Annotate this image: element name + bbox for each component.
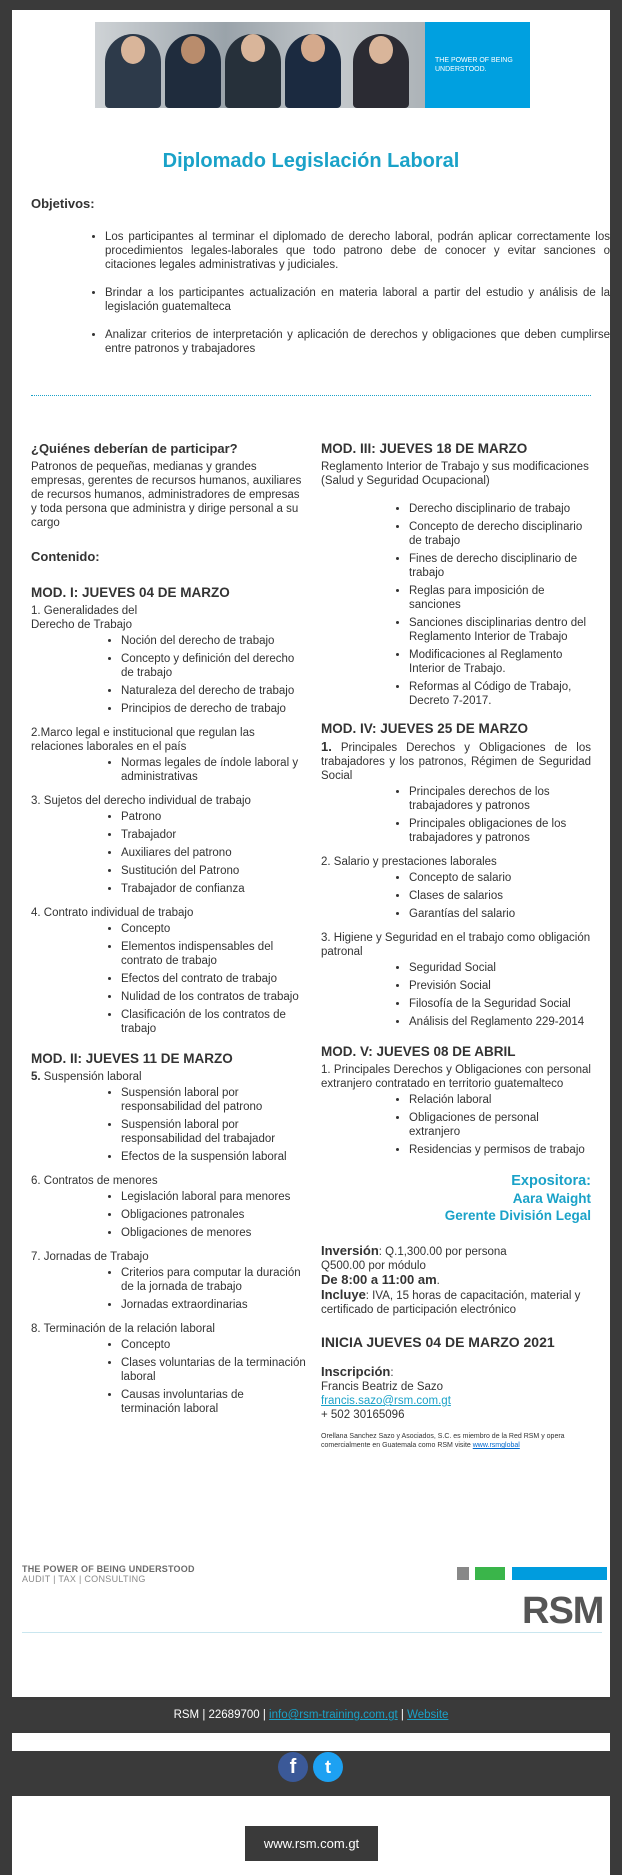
header-banner: [95, 22, 530, 108]
email-body: [12, 10, 610, 1697]
registration-colon: :: [390, 1367, 394, 1379]
registration-label: Inscripción: [321, 1364, 391, 1379]
list-item: • Noción del derecho de trabajo: [121, 634, 306, 648]
footer-email-link[interactable]: info@rsm-training.com.gt: [269, 1709, 398, 1721]
rsm-logo: RSM: [522, 1590, 604, 1632]
topic-5-list: [31, 1086, 306, 1164]
schedule-time: De 8:00 a 11:00 am: [321, 1272, 437, 1287]
topic-3-list: [31, 810, 306, 896]
list-item: • Suspensión laboral por responsabilidad del trabajador: [121, 1118, 306, 1146]
list-item: • Garantías del salario: [409, 907, 591, 921]
list-item: • Previsión Social: [409, 979, 591, 993]
module-4-topic-2-list: [321, 871, 591, 921]
topic-6: 6. Contratos de menores: [31, 1175, 158, 1187]
list-item: • Normas legales de índole laboral y administrativas: [121, 756, 306, 784]
registration-contact: Francis Beatriz de Sazo: [321, 1381, 444, 1393]
registration-heading: [321, 1365, 591, 1380]
speaker-block: [321, 1173, 591, 1224]
list-item: • Obligaciones de personal extranjero: [409, 1111, 591, 1139]
objective-item: • Los participantes al terminar el diplomado de derecho laboral, podrán aplicar correctamente los procedimientos legales-laborales que todo patrono debe de conocer y evitar sanciones o citaciones legales administrativas y judiciales.: [105, 230, 610, 272]
objective-item: • Brindar a los participantes actualización en materia laboral a partir del estudio y análisis de la legislación guatemalteca: [105, 286, 610, 314]
module-4-topic-1: [321, 740, 591, 783]
speaker-name: Aara Waight: [512, 1191, 591, 1206]
list-item: • Concepto: [121, 922, 306, 936]
list-item: • Concepto de salario: [409, 871, 591, 885]
footer-website-link[interactable]: Website: [407, 1709, 449, 1721]
list-item: • Concepto y definición del derecho de trabajo: [121, 652, 306, 680]
list-item: • Residencias y permisos de trabajo: [409, 1143, 591, 1157]
topic-2: 2.Marco legal e institucional que regulan las relaciones laborales en el país: [31, 727, 255, 753]
list-item: • Clasificación de los contratos de trabajo: [121, 1008, 306, 1036]
includes-text: : IVA, 15 horas de capacitación, material y certificado de participación electrónico: [321, 1290, 581, 1316]
list-item: • Obligaciones de menores: [121, 1226, 306, 1240]
footer-white-strip: [12, 1733, 610, 1751]
module-2-title: MOD. II: JUEVES 11 DE MARZO: [31, 1051, 233, 1066]
disclaimer-text: Orellana Sanchez Sazo y Asociados, S.C. es miembro de la Red RSM y opera comercialmente en Guatemala como RSM visite: [321, 1433, 565, 1449]
investment-line: [321, 1244, 591, 1259]
module-4-topic-2: 2. Salario y prestaciones laborales: [321, 856, 497, 868]
topic-5-number: 5.: [31, 1071, 41, 1083]
footer-divider: [22, 1632, 602, 1633]
banner-face: [121, 36, 145, 64]
objectives-heading: Objetivos:: [31, 196, 95, 211]
list-item: • Filosofía de la Seguridad Social: [409, 997, 591, 1011]
investment-label: Inversión: [321, 1243, 379, 1258]
list-item: • Principales obligaciones de los trabajadores y patronos: [409, 817, 591, 845]
module-5-topic-1: 1. Principales Derechos y Obligaciones con personal extranjero contratado en territorio guatemalteco: [321, 1064, 591, 1090]
brand-tagline: THE POWER OF BEING UNDERSTOOD: [22, 1564, 195, 1574]
audience-heading: ¿Quiénes deberían de participar?: [31, 441, 238, 456]
audience-text: Patronos de pequeñas, medianas y grandes empresas, gerentes de recursos humanos, auxiliares de recursos humanos, administradores de empresas y toda persona que administra y dirige personal a su cargo: [31, 461, 302, 529]
list-item: • Clases de salarios: [409, 889, 591, 903]
list-item: • Sanciones disciplinarias dentro del Reglamento Interior de Trabajo: [409, 616, 591, 644]
banner-face: [181, 36, 205, 64]
topic-1: 1. Generalidades del Derecho de Trabajo: [31, 605, 138, 631]
module-4-topic-3: 3. Higiene y Seguridad en el trabajo como obligación patronal: [321, 932, 591, 958]
left-column: [31, 442, 306, 1426]
topic-8-list: [31, 1338, 306, 1416]
topic-5-text: Suspensión laboral: [40, 1071, 142, 1083]
schedule-suffix: .: [436, 1275, 440, 1287]
module-4-topic-1-number: 1.: [321, 739, 332, 754]
list-item: • Naturaleza del derecho de trabajo: [121, 684, 306, 698]
topic-4-list: [31, 922, 306, 1036]
footer-separator: |: [397, 1709, 408, 1721]
rsm-bar-blue: [512, 1567, 607, 1580]
list-item: • Relación laboral: [409, 1093, 591, 1107]
module-5-list: [321, 1093, 591, 1157]
includes-line: [321, 1288, 591, 1317]
footer-bar: [0, 1697, 622, 1733]
social-bar: [0, 1751, 622, 1796]
disclaimer: [321, 1432, 581, 1450]
topic-8: 8. Terminación de la relación laboral: [31, 1323, 215, 1335]
page-title: Diplomado Legislación Laboral: [162, 150, 460, 172]
footer-rsm: RSM | 22689700 |: [173, 1709, 270, 1721]
banner-face: [369, 36, 393, 64]
objective-item: • Analizar criterios de interpretación y aplicación de derechos y obligaciones que deben cumplirse entre patronos y trabajadores: [105, 328, 610, 356]
topic-1-list: [31, 634, 306, 716]
topic-6-list: [31, 1190, 306, 1240]
right-column: [321, 442, 591, 1450]
list-item: • Efectos de la suspensión laboral: [121, 1150, 306, 1164]
objectives-list: [85, 230, 610, 370]
list-item: • Principios de derecho de trabajo: [121, 702, 306, 716]
topic-7-list: [31, 1266, 306, 1312]
list-item: • Concepto: [121, 1338, 306, 1352]
module-4-topic-3-list: [321, 961, 591, 1029]
banner-tagline: THE POWER OF BEING UNDERSTOOD.: [425, 22, 530, 108]
list-item: • Reformas al Código de Trabajo, Decreto 7-2017.: [409, 680, 591, 708]
registration-phone: + 502 30165096: [321, 1409, 405, 1421]
registration-email[interactable]: francis.sazo@rsm.com.gt: [321, 1395, 451, 1407]
speaker-label: Expositora:: [511, 1173, 591, 1189]
list-item: • Jornadas extraordinarias: [121, 1298, 306, 1312]
list-item: • Causas involuntarias de terminación laboral: [121, 1388, 306, 1416]
investment-module: Q500.00 por módulo: [321, 1260, 426, 1272]
disclaimer-link[interactable]: www.rsmglobal: [472, 1442, 520, 1449]
list-item: • Clases voluntarias de la terminación laboral: [121, 1356, 306, 1384]
includes-label: Incluye: [321, 1287, 366, 1302]
facebook-icon[interactable]: f: [278, 1752, 308, 1782]
twitter-icon[interactable]: t: [313, 1752, 343, 1782]
topic-5: [31, 1070, 306, 1084]
rsm-bar-grey: [457, 1567, 469, 1580]
content-heading: Contenido:: [31, 549, 100, 564]
topic-4: 4. Contrato individual de trabajo: [31, 907, 194, 919]
investment-value: : Q.1,300.00 por persona: [378, 1246, 507, 1258]
rsm-bar-green: [475, 1567, 505, 1580]
schedule-line: [321, 1273, 591, 1288]
module-3-title: MOD. III: JUEVES 18 DE MARZO: [321, 441, 528, 456]
section-divider: [31, 395, 591, 396]
list-item: • Sustitución del Patrono: [121, 864, 306, 878]
topic-3: 3. Sujetos del derecho individual de trabajo: [31, 795, 251, 807]
list-item: • Nulidad de los contratos de trabajo: [121, 990, 306, 1004]
list-item: • Elementos indispensables del contrato de trabajo: [121, 940, 306, 968]
banner-face: [241, 34, 265, 62]
module-3-list: [321, 502, 591, 708]
list-item: • Reglas para imposición de sanciones: [409, 584, 591, 612]
list-item: • Obligaciones patronales: [121, 1208, 306, 1222]
list-item: • Trabajador de confianza: [121, 882, 306, 896]
list-item: • Patrono: [121, 810, 306, 824]
list-item: • Fines de derecho disciplinario de trabajo: [409, 552, 591, 580]
list-item: • Derecho disciplinario de trabajo: [409, 502, 591, 516]
list-item: • Modificaciones al Reglamento Interior de Trabajo.: [409, 648, 591, 676]
list-item: • Auxiliares del patrono: [121, 846, 306, 860]
list-item: • Principales derechos de los trabajadores y patronos: [409, 785, 591, 813]
list-item: • Legislación laboral para menores: [121, 1190, 306, 1204]
list-item: • Análisis del Reglamento 229-2014: [409, 1015, 591, 1029]
module-5-title: MOD. V: JUEVES 08 DE ABRIL: [321, 1044, 516, 1059]
topic-2-list: [31, 756, 306, 784]
module-4-title: MOD. IV: JUEVES 25 DE MARZO: [321, 721, 529, 736]
banner-face: [301, 34, 325, 62]
module-4-topic-1-text: Principales Derechos y Obligaciones de los trabajadores y los patronos, Régimen de Seguridad Social: [321, 742, 591, 782]
module-4-topic-1-list: [321, 785, 591, 845]
list-item: • Criterios para computar la duración de la jornada de trabajo: [121, 1266, 306, 1294]
start-date: INICIA JUEVES 04 DE MARZO 2021: [321, 1334, 555, 1350]
module-1-title: MOD. I: JUEVES 04 DE MARZO: [31, 585, 230, 600]
brand-services: AUDIT | TAX | CONSULTING: [22, 1574, 146, 1584]
website-button[interactable]: www.rsm.com.gt: [245, 1826, 378, 1861]
list-item: • Seguridad Social: [409, 961, 591, 975]
list-item: • Trabajador: [121, 828, 306, 842]
list-item: • Suspensión laboral por responsabilidad del patrono: [121, 1086, 306, 1114]
list-item: • Efectos del contrato de trabajo: [121, 972, 306, 986]
module-3-subtitle: Reglamento Interior de Trabajo y sus modificaciones (Salud y Seguridad Ocupacional): [321, 461, 589, 487]
speaker-role: Gerente División Legal: [444, 1208, 591, 1223]
topic-7: 7. Jornadas de Trabajo: [31, 1251, 149, 1263]
list-item: • Concepto de derecho disciplinario de trabajo: [409, 520, 591, 548]
